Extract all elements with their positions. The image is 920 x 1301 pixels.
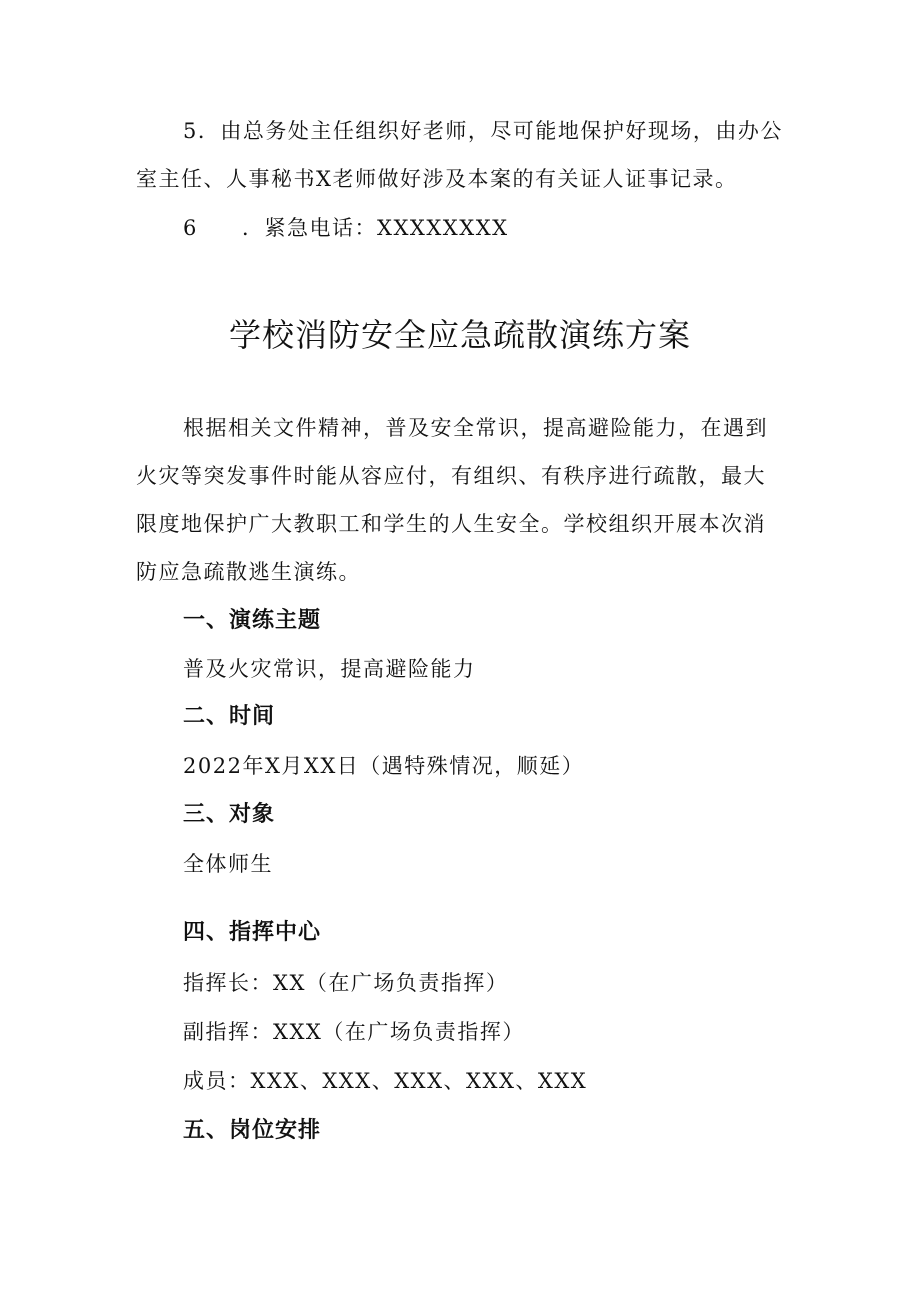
section-heading-theme: 一、演练主题 [183, 608, 322, 633]
commander-line: 指挥长：XX（在广场负责指挥） [183, 971, 509, 995]
section-heading-command-center: 四、指挥中心 [183, 920, 322, 945]
item-6-number: 6 [183, 216, 198, 240]
item-6-line [0, 213, 920, 243]
item-6-text: ．紧急电话：XXXXXXXX [242, 216, 509, 240]
intro-line-3: 限度地保护广大教职工和学生的人生安全。学校组织开展本次消 [136, 512, 766, 536]
members-line: 成员：XXX、XXX、XXX、XXX、XXX [183, 1069, 588, 1093]
intro-line-4: 防应急疏散逃生演练。 [136, 560, 361, 584]
section-content-time: 2022年X月XX日（遇特殊情况，顺延） [183, 754, 585, 778]
item-5-line-1: 5．由总务处主任组织好老师，尽可能地保护好现场，由办公 [183, 119, 783, 143]
section-heading-time: 二、时间 [183, 704, 276, 729]
intro-line-1: 根据相关文件精神，普及安全常识，提高避险能力，在遇到 [183, 416, 768, 440]
section-heading-positions: 五、岗位安排 [183, 1118, 322, 1143]
section-content-theme: 普及火灾常识，提高避险能力 [183, 657, 476, 681]
section-content-audience: 全体师生 [183, 852, 273, 876]
item-5-line-2: 室主任、人事秘书X老师做好涉及本案的有关证人证事记录。 [136, 167, 738, 191]
page-title: 学校消防安全应急疏散演练方案 [228, 316, 691, 354]
intro-line-2: 火灾等突发事件时能从容应付，有组织、有秩序进行疏散，最大 [136, 464, 766, 488]
deputy-commander-line: 副指挥：XXX（在广场负责指挥） [183, 1020, 525, 1044]
section-heading-audience: 三、对象 [183, 802, 276, 827]
